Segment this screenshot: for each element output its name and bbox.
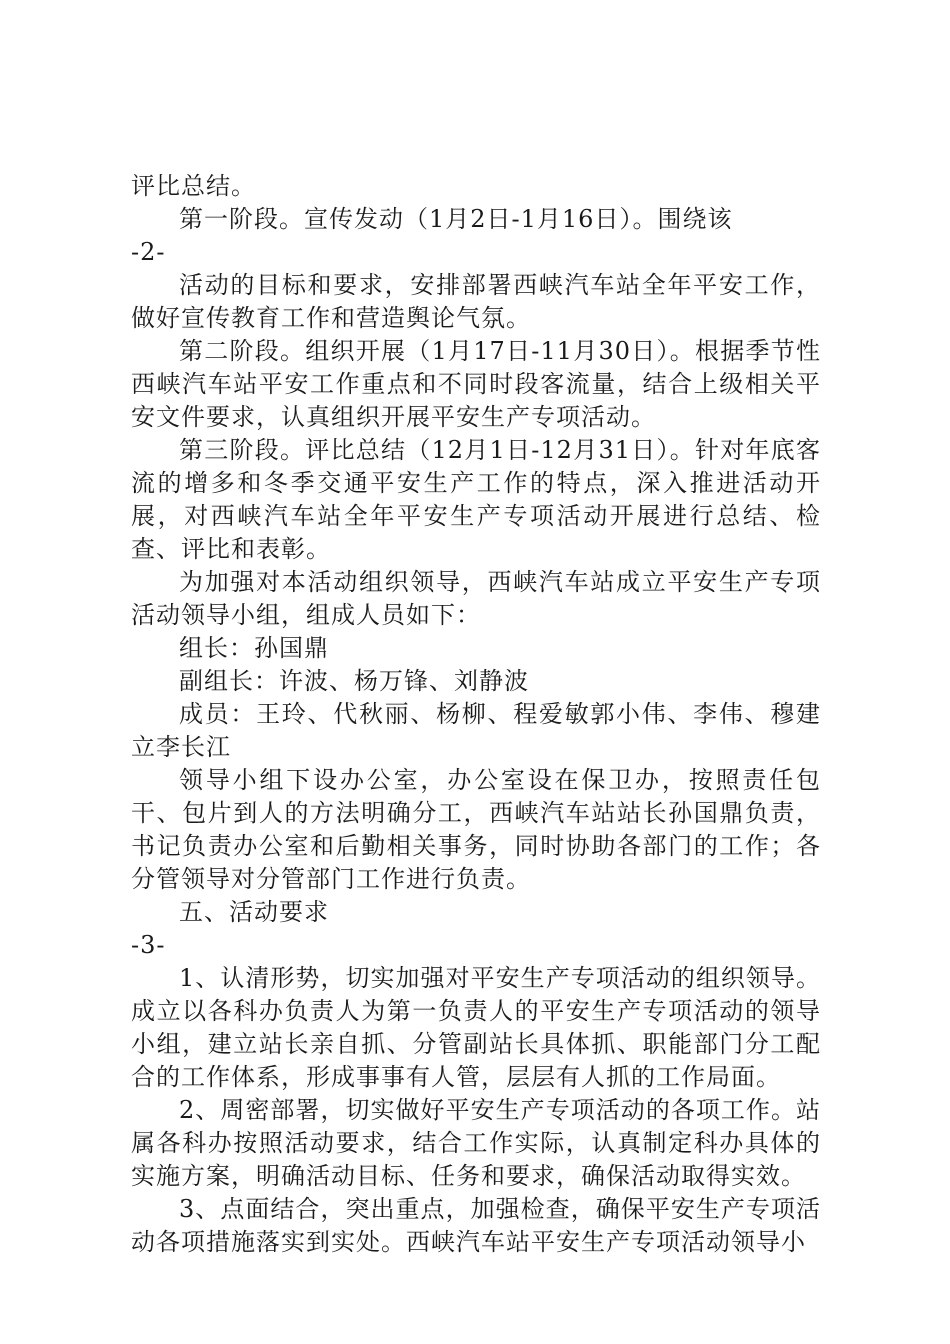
paragraph: 活动的目标和要求，安排部署西峡汽车站全年平安工作，做好宣传教育工作和营造舆论气氛。 — [131, 271, 821, 332]
paragraph: 评比总结。 — [131, 172, 256, 200]
team-members: 成员：王玲、代秋丽、杨柳、程爱敏郭小伟、李伟、穆建立李长江 — [131, 700, 821, 761]
paragraph: 第一阶段。宣传发动（1月2日-1月16日）。围绕该 — [179, 205, 733, 233]
paragraph: 1、认清形势，切实加强对平安生产专项活动的组织领导。成立以各科办负责人为第一负责人的平安生产专项活动的领导小组，建立站长亲自抓、分管副站长具体抓、职能部门分工配合的工作体系，形成事事有人管，层层有人抓的工作局面。 — [131, 964, 821, 1091]
paragraph: 第二阶段。组织开展（1月17日-11月30日）。根据季节性西峡汽车站平安工作重点和不同时段客流量，结合上级相关平安文件要求，认真组织开展平安生产专项活动。 — [131, 337, 821, 431]
paragraph: 为加强对本活动组织领导，西峡汽车站成立平安生产专项活动领导小组，组成人员如下： — [131, 568, 821, 629]
document-body — [131, 170, 821, 1259]
page-number: -2- — [131, 238, 166, 266]
paragraph: 3、点面结合，突出重点，加强检查，确保平安生产专项活动各项措施落实到实处。西峡汽车站平安生产专项活动领导小 — [131, 1195, 821, 1256]
team-leader: 组长：孙国鼎 — [179, 634, 329, 662]
page-number: -3- — [131, 931, 166, 959]
paragraph: 领导小组下设办公室，办公室设在保卫办，按照责任包干、包片到人的方法明确分工，西峡汽车站站长孙国鼎负责，书记负责办公室和后勤相关事务，同时协助各部门的工作；各分管领导对分管部门工作进行负责。 — [131, 766, 821, 893]
paragraph: 第三阶段。评比总结（12月1日-12月31日）。针对年底客流的增多和冬季交通平安生产工作的特点，深入推进活动开展，对西峡汽车站全年平安生产专项活动开展进行总结、检查、评比和表彰。 — [131, 436, 821, 563]
deputy-leaders: 副组长：许波、杨万锋、刘静波 — [179, 667, 529, 695]
paragraph: 2、周密部署，切实做好平安生产专项活动的各项工作。站属各科办按照活动要求，结合工作实际，认真制定科办具体的实施方案，明确活动目标、任务和要求，确保活动取得实效。 — [131, 1096, 821, 1190]
section-heading: 五、活动要求 — [179, 898, 329, 926]
